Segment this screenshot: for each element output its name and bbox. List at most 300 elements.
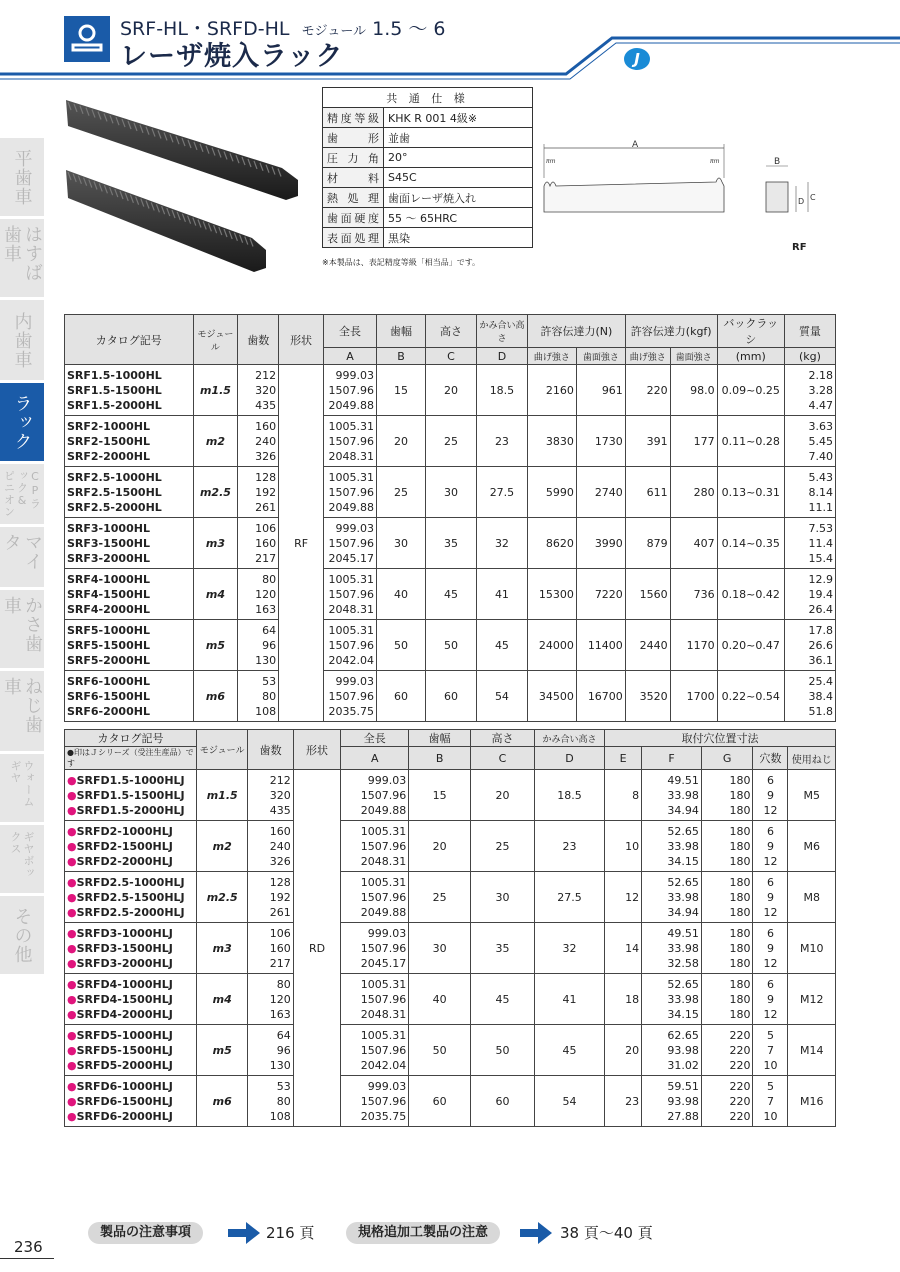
surf-n-cell: 3990 [576,518,625,569]
mesh-cell: 27.5 [476,467,527,518]
j-mark-icon: ● [67,890,77,904]
table-row [65,770,836,821]
backlash-cell: 0.09~0.25 [717,365,784,416]
col2-teeth: 歯数 [248,730,293,770]
j-mark-icon: ● [67,824,77,838]
bend-kgf-cell: 611 [625,467,670,518]
xm-right-label: πm [710,158,720,165]
module-range: 1.5 ～ 6 [372,18,446,40]
side-tab-9[interactable]: ギヤボックス [0,825,44,893]
j-mark-icon: ● [67,1028,77,1042]
mass-cell: 12.9 19.4 26.4 [784,569,835,620]
teeth-cell: 80 120 163 [248,974,293,1025]
surf-kgf-cell: 736 [670,569,717,620]
table-row [65,923,836,974]
col2-holes: 穴数 [753,747,788,770]
catalog-numbers: ●SRFD3-1000HLJ ●SRFD3-1500HLJ ●SRFD3-2000HLJ [65,923,197,974]
module-cell: m5 [193,620,238,671]
backlash-cell: 0.22~0.54 [717,671,784,722]
col2-face: 歯幅 [409,730,471,747]
holes-cell: 6 9 12 [753,770,788,821]
table-row [65,671,836,722]
backlash-cell: 0.18~0.42 [717,569,784,620]
page-title: レーザ焼入ラック [120,41,344,72]
g-cell: 180 180 180 [701,923,753,974]
face-cell: 15 [377,365,426,416]
spec-key: 歯面硬度 [323,208,384,228]
side-tab-1[interactable]: はすば歯車 [0,219,44,297]
teeth-cell: 212 320 435 [238,365,279,416]
mass-cell: 25.4 38.4 51.8 [784,671,835,722]
spec-row [323,108,533,128]
shape-cell: RF [279,365,324,722]
length-cell: 1005.31 1507.96 2049.88 [324,467,377,518]
arrow-right-icon [520,1222,552,1244]
teeth-cell: 128 192 261 [238,467,279,518]
face-cell: 25 [377,467,426,518]
spec-row [323,148,533,168]
side-tab-6[interactable]: かさ歯車 [0,590,44,668]
teeth-cell: 53 80 108 [238,671,279,722]
col-backlash: バックラッシ [717,315,784,348]
e-cell: 8 [605,770,642,821]
catalog-numbers: ●SRFD2-1000HLJ ●SRFD2-1500HLJ ●SRFD2-2000HLJ [65,821,197,872]
catalog-numbers: SRF2.5-1000HL SRF2.5-1500HL SRF2.5-2000HL [65,467,194,518]
col2-face-sym: B [409,747,471,770]
table-row [65,467,836,518]
surf-kgf-cell: 407 [670,518,717,569]
col2-height-sym: C [471,747,535,770]
j-mark-icon: ● [67,1058,77,1072]
screw-cell: M10 [788,923,836,974]
spec-row [323,128,533,148]
bend-kgf-cell: 1560 [625,569,670,620]
surf-n-cell: 1730 [576,416,625,467]
table-row [65,1025,836,1076]
spec-title: 共 通 仕 様 [323,88,533,108]
j-mark-icon: ● [67,941,77,955]
height-cell: 50 [471,1025,535,1076]
length-cell: 1005.31 1507.96 2048.31 [341,974,409,1025]
j-series-badge: J [624,48,650,70]
height-cell: 50 [425,620,476,671]
catalog-numbers: ●SRFD6-1000HLJ ●SRFD6-1500HLJ ●SRFD6-2000HLJ [65,1076,197,1127]
col-shape: 形状 [279,315,324,365]
face-cell: 60 [377,671,426,722]
surf-n-cell: 11400 [576,620,625,671]
bend-n-cell: 5990 [527,467,576,518]
holes-cell: 6 9 12 [753,872,788,923]
side-tabs [0,138,44,977]
col-mass: 質量 [784,315,835,348]
length-cell: 1005.31 1507.96 2048.31 [341,821,409,872]
col-allow-kgf: 許容伝達力(kgf) [625,315,717,348]
height-cell: 20 [425,365,476,416]
length-cell: 1005.31 1507.96 2048.31 [324,569,377,620]
surf-kgf-cell: 1170 [670,620,717,671]
height-cell: 25 [425,416,476,467]
side-tab-10[interactable]: その他 [0,896,44,974]
catalog-numbers: SRF4-1000HL SRF4-1500HL SRF4-2000HL [65,569,194,620]
spec-value: 並歯 [384,128,533,148]
catalog-numbers: SRF3-1000HL SRF3-1500HL SRF3-2000HL [65,518,194,569]
length-cell: 1005.31 1507.96 2049.88 [341,872,409,923]
f-cell: 62.65 93.98 31.02 [642,1025,702,1076]
j-mark-icon: ● [67,1109,77,1123]
col2-f: F [642,747,702,770]
col-surf-n: 歯面強さ [576,348,625,365]
spec-value: KHK R 001 4級※ [384,108,533,128]
col-face-sym: B [377,348,426,365]
teeth-cell: 106 160 217 [238,518,279,569]
screw-cell: M12 [788,974,836,1025]
f-cell: 52.65 33.98 34.15 [642,821,702,872]
j-mark-icon: ● [67,977,77,991]
holes-cell: 6 9 12 [753,974,788,1025]
table-row [65,974,836,1025]
spec-key: 表面処理 [323,228,384,248]
height-cell: 60 [425,671,476,722]
spec-key: 熱処理 [323,188,384,208]
mesh-cell: 23 [476,416,527,467]
spec-key: 精度等級 [323,108,384,128]
dim-a-label: A [632,140,639,150]
mesh-cell: 23 [534,821,604,872]
table-row [65,365,836,416]
surf-kgf-cell: 177 [670,416,717,467]
col-length-sym: A [324,348,377,365]
face-cell: 40 [409,974,471,1025]
catalog-numbers: SRF5-1000HL SRF5-1500HL SRF5-2000HL [65,620,194,671]
face-cell: 40 [377,569,426,620]
face-cell: 20 [377,416,426,467]
module-cell: m3 [196,923,248,974]
module-cell: m3 [193,518,238,569]
height-cell: 25 [471,821,535,872]
length-cell: 1005.31 1507.96 2042.04 [341,1025,409,1076]
mesh-cell: 32 [476,518,527,569]
j-mark-icon: ● [67,839,77,853]
catalog-numbers: SRF1.5-1000HL SRF1.5-1500HL SRF1.5-2000HL [65,365,194,416]
bend-kgf-cell: 220 [625,365,670,416]
spec-row [323,188,533,208]
teeth-cell: 80 120 163 [238,569,279,620]
backlash-cell: 0.20~0.47 [717,620,784,671]
module-cell: m1.5 [193,365,238,416]
module-cell: m4 [196,974,248,1025]
table-row [65,872,836,923]
screw-cell: M14 [788,1025,836,1076]
mass-cell: 7.53 11.4 15.4 [784,518,835,569]
j-mark-icon: ● [67,1043,77,1057]
mesh-cell: 45 [534,1025,604,1076]
spec-value: S45C [384,168,533,188]
col2-catalog: カタログ記号 [65,730,197,747]
screw-cell: M6 [788,821,836,872]
table-row [65,1076,836,1127]
mesh-cell: 41 [476,569,527,620]
notes-link-pill[interactable]: 製品の注意事項 [88,1222,203,1244]
e-cell: 10 [605,821,642,872]
j-series-note: ●印はＪシリーズ（受注生産品）です [65,747,197,770]
catalog-numbers: SRF6-1000HL SRF6-1500HL SRF6-2000HL [65,671,194,722]
screw-cell: M16 [788,1076,836,1127]
col2-e: E [605,747,642,770]
e-cell: 14 [605,923,642,974]
f-cell: 59.51 93.98 27.88 [642,1076,702,1127]
col2-screw: 使用ねじ [788,747,836,770]
col-face: 歯幅 [377,315,426,348]
mesh-cell: 27.5 [534,872,604,923]
face-cell: 20 [409,821,471,872]
bend-n-cell: 24000 [527,620,576,671]
length-cell: 1005.31 1507.96 2048.31 [324,416,377,467]
spec-key: 材料 [323,168,384,188]
side-tab-8[interactable]: ウォームギヤ [0,754,44,822]
category-logo [64,16,110,62]
bend-n-cell: 2160 [527,365,576,416]
page-number: 236 [14,1238,43,1256]
holes-cell: 6 9 12 [753,821,788,872]
bend-kgf-cell: 2440 [625,620,670,671]
height-cell: 20 [471,770,535,821]
bend-n-cell: 8620 [527,518,576,569]
e-cell: 18 [605,974,642,1025]
common-spec-table [322,87,533,248]
height-cell: 30 [471,872,535,923]
spec-value: 20° [384,148,533,168]
catalog-numbers: ●SRFD4-1000HLJ ●SRFD4-1500HLJ ●SRFD4-2000HLJ [65,974,197,1025]
screw-cell: M5 [788,770,836,821]
table-row [65,821,836,872]
bend-n-cell: 34500 [527,671,576,722]
mesh-cell: 54 [476,671,527,722]
f-cell: 52.65 33.98 34.15 [642,974,702,1025]
face-cell: 50 [409,1025,471,1076]
shape-cell: RD [293,770,340,1127]
mesh-cell: 18.5 [534,770,604,821]
teeth-cell: 64 96 130 [248,1025,293,1076]
col2-length: 全長 [341,730,409,747]
bend-kgf-cell: 879 [625,518,670,569]
height-cell: 30 [425,467,476,518]
face-cell: 30 [409,923,471,974]
bend-kgf-cell: 3520 [625,671,670,722]
teeth-cell: 160 240 326 [238,416,279,467]
e-cell: 12 [605,872,642,923]
g-cell: 180 180 180 [701,821,753,872]
length-cell: 999.03 1507.96 2045.17 [324,518,377,569]
teeth-cell: 160 240 326 [248,821,293,872]
f-cell: 49.51 33.98 32.58 [642,923,702,974]
module-cell: m4 [193,569,238,620]
rack-icon [64,16,110,62]
product-photo [62,88,302,274]
bend-n-cell: 15300 [527,569,576,620]
arrow-right-icon [228,1222,260,1244]
side-tab-3[interactable]: ラック [0,383,44,461]
col-bend-n: 曲げ強さ [527,348,576,365]
col-backlash-unit: (mm) [717,348,784,365]
col2-mount: 取付穴位置寸法 [605,730,836,747]
module-label: モジュール [301,24,367,39]
length-cell: 999.03 1507.96 2045.17 [341,923,409,974]
extra-processing-page-ref[interactable]: 38 頁～40 頁 [560,1224,653,1242]
col-surf-kgf: 歯面強さ [670,348,717,365]
table-row [65,569,836,620]
j-mark-icon: ● [67,803,77,817]
surf-n-cell: 2740 [576,467,625,518]
surf-kgf-cell: 280 [670,467,717,518]
col-allow-n: 許容伝達力(N) [527,315,625,348]
j-mark-icon: ● [67,992,77,1006]
mesh-cell: 32 [534,923,604,974]
spec-value: 55 ～ 65HRC [384,208,533,228]
module-cell: m2 [193,416,238,467]
e-cell: 20 [605,1025,642,1076]
face-cell: 50 [377,620,426,671]
mass-cell: 2.18 3.28 4.47 [784,365,835,416]
backlash-cell: 0.13~0.31 [717,467,784,518]
teeth-cell: 212 320 435 [248,770,293,821]
spec-row [323,208,533,228]
col2-mesh-sym: D [534,747,604,770]
mesh-cell: 45 [476,620,527,671]
surf-kgf-cell: 1700 [670,671,717,722]
module-cell: m6 [196,1076,248,1127]
dim-d-label: D [798,197,805,206]
module-cell: m2 [196,821,248,872]
catalog-numbers: ●SRFD2.5-1000HLJ ●SRFD2.5-1500HLJ ●SRFD2.5-2000HLJ [65,872,197,923]
catalog-numbers: ●SRFD1.5-1000HLJ ●SRFD1.5-1500HLJ ●SRFD1.5-2000HLJ [65,770,197,821]
holes-cell: 6 9 12 [753,923,788,974]
mesh-cell: 18.5 [476,365,527,416]
j-mark-icon: ● [67,926,77,940]
j-mark-icon: ● [67,854,77,868]
dim-c-label: C [810,193,816,202]
col2-shape: 形状 [293,730,340,770]
module-cell: m2.5 [196,872,248,923]
f-cell: 52.65 33.98 34.94 [642,872,702,923]
col-mesh-sym: D [476,348,527,365]
side-tab-4[interactable]: CPラック&ピニオン [0,464,44,524]
backlash-cell: 0.14~0.35 [717,518,784,569]
col-module: モジュール [193,315,238,365]
table-row [65,518,836,569]
col2-module: モジュール [196,730,248,770]
catalog-numbers: SRF2-1000HL SRF2-1500HL SRF2-2000HL [65,416,194,467]
surf-n-cell: 961 [576,365,625,416]
module-cell: m6 [193,671,238,722]
col-catalog: カタログ記号 [65,315,194,365]
teeth-cell: 53 80 108 [248,1076,293,1127]
face-cell: 30 [377,518,426,569]
teeth-cell: 64 96 130 [238,620,279,671]
j-mark-icon: ● [67,1079,77,1093]
g-cell: 180 180 180 [701,770,753,821]
spec-value: 黒染 [384,228,533,248]
length-cell: 999.03 1507.96 2049.88 [324,365,377,416]
teeth-cell: 128 192 261 [248,872,293,923]
catalog-numbers: ●SRFD5-1000HLJ ●SRFD5-1500HLJ ●SRFD5-2000HLJ [65,1025,197,1076]
col-mass-unit: (kg) [784,348,835,365]
spec-key: 歯形 [323,128,384,148]
notes-page-ref[interactable]: 216 頁 [266,1224,315,1242]
j-mark-icon: ● [67,788,77,802]
col-height-sym: C [425,348,476,365]
length-cell: 999.03 1507.96 2049.88 [341,770,409,821]
mass-cell: 17.8 26.6 36.1 [784,620,835,671]
page-number-rule [0,1258,54,1259]
face-cell: 60 [409,1076,471,1127]
spec-note: ※本製品は、表記精度等級「相当品」です。 [322,258,481,267]
j-mark-icon: ● [67,1094,77,1108]
extra-processing-link-pill[interactable]: 規格追加工製品の注意 [346,1222,500,1244]
height-cell: 45 [471,974,535,1025]
side-tab-0[interactable]: 平歯車 [0,138,44,216]
e-cell: 23 [605,1076,642,1127]
col-height: 高さ [425,315,476,348]
j-mark-icon: ● [67,875,77,889]
table-row [65,620,836,671]
col-mesh: かみ合い高さ [476,315,527,348]
col-length: 全長 [324,315,377,348]
screw-cell: M8 [788,872,836,923]
height-cell: 35 [425,518,476,569]
side-tab-7[interactable]: ねじ歯車 [0,671,44,751]
surf-n-cell: 16700 [576,671,625,722]
module-cell: m5 [196,1025,248,1076]
height-cell: 35 [471,923,535,974]
length-cell: 999.03 1507.96 2035.75 [324,671,377,722]
side-tab-5[interactable]: マイタ [0,527,44,587]
height-cell: 60 [471,1076,535,1127]
spec-key: 圧力角 [323,148,384,168]
shape-rf-label: RF [792,242,807,253]
height-cell: 45 [425,569,476,620]
col-bend-kgf: 曲げ強さ [625,348,670,365]
spec-row [323,228,533,248]
length-cell: 1005.31 1507.96 2042.04 [324,620,377,671]
face-cell: 25 [409,872,471,923]
bend-n-cell: 3830 [527,416,576,467]
g-cell: 220 220 220 [701,1025,753,1076]
col2-height: 高さ [471,730,535,747]
spec-value: 歯面レーザ焼入れ [384,188,533,208]
g-cell: 220 220 220 [701,1076,753,1127]
backlash-cell: 0.11~0.28 [717,416,784,467]
col-teeth: 歯数 [238,315,279,365]
mesh-cell: 54 [534,1076,604,1127]
col2-length-sym: A [341,747,409,770]
f-cell: 49.51 33.98 34.94 [642,770,702,821]
srfd-spec-table [64,729,836,1127]
dim-b-label: B [774,157,781,167]
j-mark-icon: ● [67,1007,77,1021]
col2-g: G [701,747,753,770]
face-cell: 15 [409,770,471,821]
holes-cell: 5 7 10 [753,1025,788,1076]
length-cell: 999.03 1507.96 2035.75 [341,1076,409,1127]
col2-mesh: かみ合い高さ [534,730,604,747]
surf-n-cell: 7220 [576,569,625,620]
j-mark-icon: ● [67,905,77,919]
spec-row [323,168,533,188]
module-cell: m1.5 [196,770,248,821]
mass-cell: 3.63 5.45 7.40 [784,416,835,467]
g-cell: 180 180 180 [701,872,753,923]
side-tab-2[interactable]: 内歯車 [0,300,44,380]
